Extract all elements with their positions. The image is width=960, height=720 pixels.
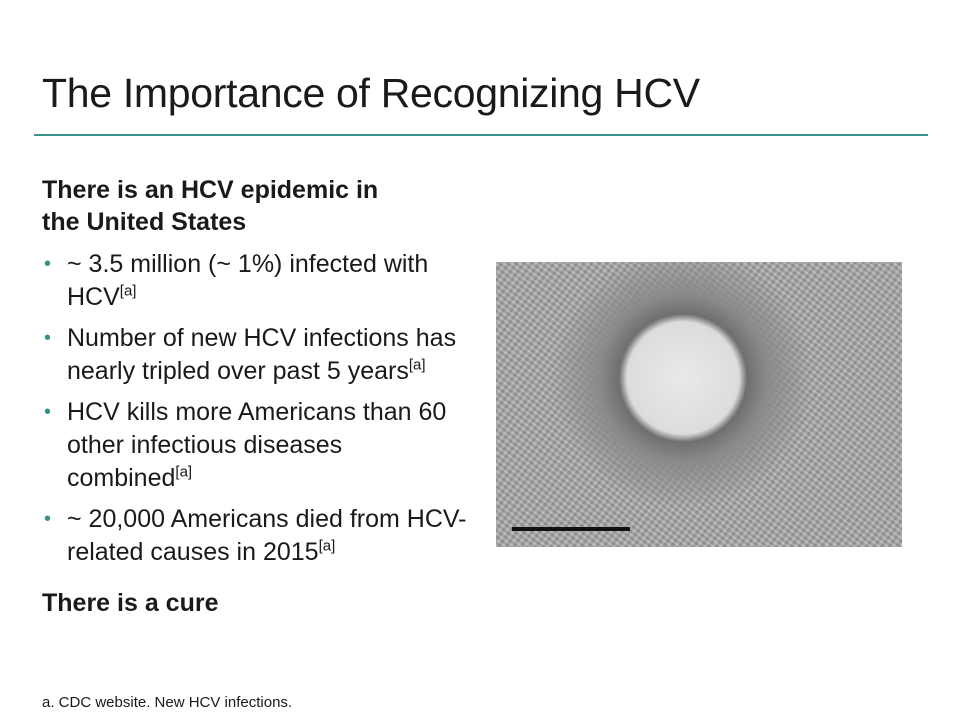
scale-bar: [512, 527, 630, 531]
citation-ref: [a]: [119, 282, 137, 300]
bullet-text: ~ 3.5 million (~ 1%) infected with HCV: [67, 250, 429, 311]
bullet-icon: •: [44, 401, 52, 423]
heading-line-1: There is an HCV epidemic in: [42, 176, 379, 204]
citation-ref: [a]: [175, 463, 193, 481]
bullet-text: HCV kills more Americans than 60 other infectious diseases combined: [67, 398, 447, 492]
virus-micrograph-image: [496, 262, 902, 547]
bullet-icon: •: [44, 253, 52, 275]
list-item: [42, 396, 472, 495]
list-item: [42, 248, 472, 314]
content-column: [42, 174, 472, 619]
section-heading: [42, 174, 472, 238]
heading-line-2: the United States: [42, 208, 247, 236]
bullet-icon: •: [44, 508, 52, 530]
title-divider: [34, 134, 928, 136]
bullet-icon: •: [44, 327, 52, 349]
slide-title: The Importance of Recognizing HCV: [42, 70, 700, 116]
bullet-text: Number of new HCV infections has nearly tripled over past 5 years: [67, 324, 457, 385]
citation-ref: [a]: [318, 537, 336, 555]
bullet-list: [42, 248, 472, 569]
list-item: [42, 322, 472, 388]
bullet-text: ~ 20,000 Americans died from HCV-related causes in 2015: [67, 505, 467, 566]
footnote: a. CDC website. New HCV infections.: [42, 694, 293, 711]
list-item: [42, 503, 472, 569]
cure-heading: There is a cure: [42, 589, 219, 617]
citation-ref: [a]: [408, 356, 426, 374]
